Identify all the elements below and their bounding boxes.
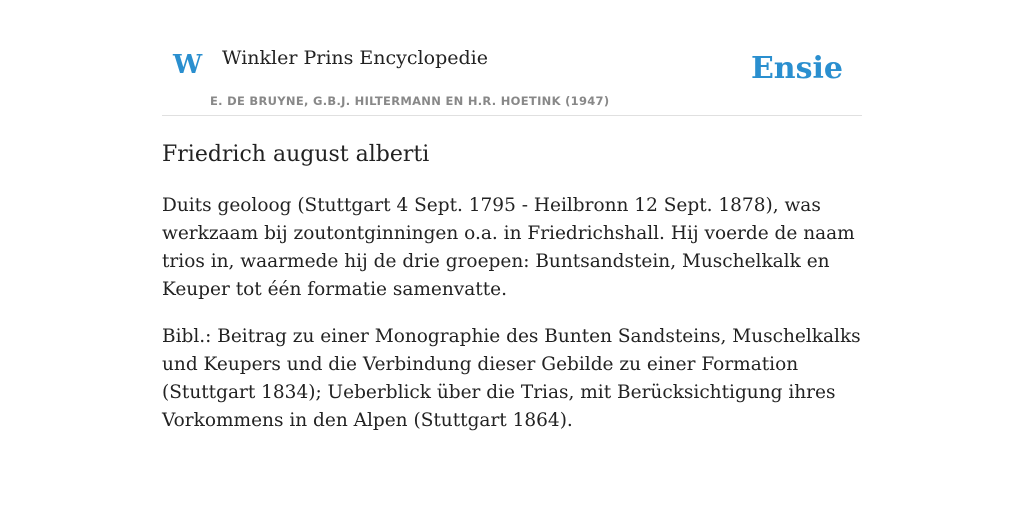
entry-card (162, 0, 862, 431)
source-title[interactable]: Winkler Prins Encyclopedie (222, 47, 488, 69)
entry-title: Friedrich august alberti (162, 142, 430, 167)
source-header (162, 0, 862, 116)
ensie-logo[interactable]: Ensie (750, 51, 843, 86)
entry-paragraph: Duits geoloog (Stuttgart 4 Sept. 1795 - Heilbronn 12 Sept. 1878), was werkzaam bij zoutontginningen o.a. in Friedrichshall. Hij voerde de naam trios in, waarmede hij de drie groepen: Buntsandstein, Muschelkalk en Keuper tot één formatie samenvatte. (162, 195, 855, 300)
bibliography-paragraph: Bibl.: Beitrag zu einer Monographie des Bunten Sandsteins, Muschelkalks und Keupers und die Verbindung dieser Gebilde zu einer Formation (Stuttgart 1834); Ueberblick über die Trias, mit Berücksichtigung ihres Vorkommens in den Alpen (Stuttgart 1864). (162, 326, 861, 431)
source-authors: E. DE BRUYNE, G.B.J. HILTERMANN EN H.R. HOETINK (1947) (210, 94, 610, 108)
winkler-prins-logo[interactable]: W (173, 50, 203, 80)
